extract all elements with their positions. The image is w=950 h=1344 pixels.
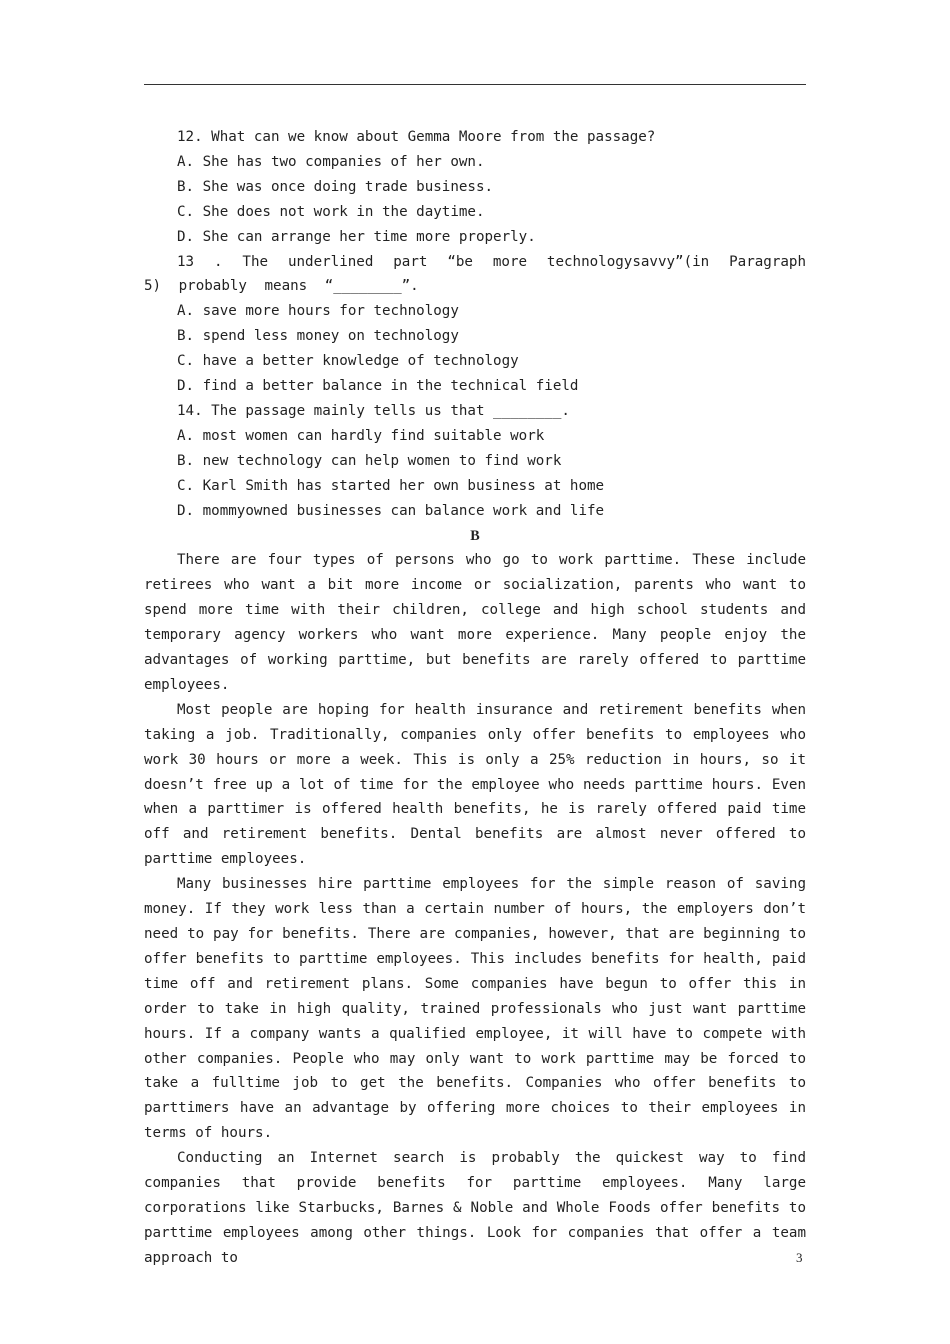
question-stem: 14. The passage mainly tells us that ________. xyxy=(177,402,570,419)
option-b: B. spend less money on technology xyxy=(177,328,459,345)
header-rule xyxy=(144,84,806,85)
passage-paragraph: Most people are hoping for health insurance and retirement benefits when taking a job. Traditionally, companies only offer benefits to employees who work 30 hours or more a week. This is only a 25% reduction in hours, so it doesn’t free up a lot of time for the employee who needs parttime hours. Even when a parttimer is offered health benefits, he is rarely offered paid time off and retirement benefits. Dental benefits are almost never offered to parttime employees. xyxy=(144,701,806,868)
passage-b xyxy=(144,548,806,1270)
option-a: A. save more hours for technology xyxy=(177,303,459,320)
question-stem: 13 . The underlined part “be more technologysavvy”(in Paragraph 5) probably means “________”. xyxy=(144,253,806,295)
option-c: C. Karl Smith has started her own business at home xyxy=(177,477,605,494)
option-b: B. She was once doing trade business. xyxy=(177,178,494,195)
question-13 xyxy=(144,250,806,399)
option-d: D. find a better balance in the technical field xyxy=(177,378,579,395)
option-a: A. most women can hardly find suitable work xyxy=(177,427,545,444)
option-c: C. She does not work in the daytime. xyxy=(177,203,485,220)
option-d: D. mommyowned businesses can balance work and life xyxy=(177,502,605,519)
page-content xyxy=(144,125,806,1271)
option-b: B. new technology can help women to find work xyxy=(177,452,562,469)
section-label: B xyxy=(470,527,480,544)
question-14 xyxy=(144,399,806,524)
option-a: A. She has two companies of her own. xyxy=(177,153,485,170)
passage-paragraph: Many businesses hire parttime employees for the simple reason of saving money. If they work less than a certain number of hours, the employers don’t need to pay for benefits. There are companies, however, that are beginning to offer benefits to parttime employees. This includes benefits for health, paid time off and retirement plans. Some companies have begun to offer this in order to take in high quality, trained professionals who just want parttime hours. If a company wants a qualified employee, it will have to compete with other companies. People who may only want to work parttime may be forced to take a fulltime job to get the benefits. Companies who offer benefits to parttimers have an advantage by offering more choices to their employees in terms of hours. xyxy=(144,876,806,1142)
page-number: 3 xyxy=(796,1250,803,1265)
passage-paragraph: Conducting an Internet search is probably the quickest way to find companies that provide benefits for parttime employees. Many large corporations like Starbucks, Barnes & Noble and Whole Foods offer benefits to parttime employees among other things. Look for companies that offer a team approach to xyxy=(144,1150,806,1266)
passage-paragraph: There are four types of persons who go to work parttime. These include retirees who want a bit more income or socialization, parents who want to spend more time with their children, college and high school students and temporary agency workers who want more experience. Many people enjoy the advantages of working parttime, but benefits are rarely offered to parttime employees. xyxy=(144,552,806,693)
question-stem: 12. What can we know about Gemma Moore from the passage? xyxy=(177,129,656,145)
option-c: C. have a better knowledge of technology xyxy=(177,353,519,370)
option-d: D. She can arrange her time more properly. xyxy=(177,228,536,245)
question-12 xyxy=(144,125,806,250)
